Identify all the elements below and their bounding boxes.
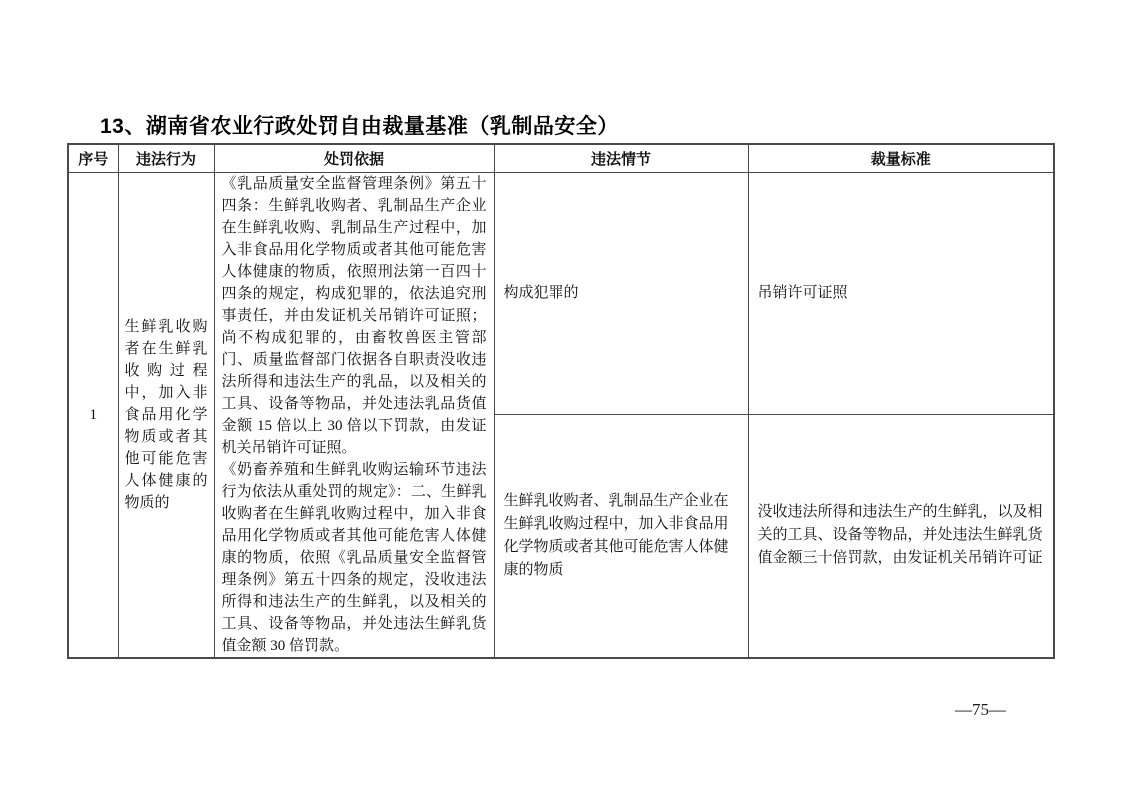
table-row xyxy=(68,173,1054,415)
page-title: 13、湖南省农业行政处罚自由裁量基准（乳制品安全） xyxy=(100,115,619,138)
header-circumstance: 违法情节 xyxy=(494,144,748,173)
cell-standard-2: 没收违法所得和违法生产的生鲜乳，以及相关的工具、设备等物品，并处违法生鲜乳货值金额三十倍罚款，由发证机关吊销许可证 xyxy=(748,414,1054,658)
penalty-table xyxy=(67,143,1055,659)
header-index: 序号 xyxy=(68,144,118,173)
cell-circumstance-2: 生鲜乳收购者、乳制品生产企业在生鲜乳收购过程中，加入非食品用化学物质或者其他可能危害人体健康的物质 xyxy=(494,414,748,658)
table-header-row xyxy=(68,144,1054,173)
cell-row-index: 1 xyxy=(68,173,118,659)
header-standard: 裁量标准 xyxy=(748,144,1054,173)
cell-standard-1: 吊销许可证照 xyxy=(748,173,1054,415)
cell-illegal-act: 生鲜乳收购者在生鲜乳收购过程中，加入非食品用化学物质或者其他可能危害人体健康的物质的 xyxy=(118,173,214,659)
cell-circumstance-1: 构成犯罪的 xyxy=(494,173,748,415)
penalty-basis-paragraph-1: 《乳品质量安全监督管理条例》第五十四条：生鲜乳收购者、乳制品生产企业在生鲜乳收购、乳制品生产过程中，加入非食品用化学物质或者其他可能危害人体健康的物质，依照刑法第一百四十四条的规定，构成犯罪的，依法追究刑事责任，并由发证机关吊销许可证照；尚不构成犯罪的，由畜牧兽医主管部门、质量监督部门依据各自职责没收违法所得和违法生产的乳品，以及相关的工具、设备等物品，并处违法乳品货值金额 15 倍以上 30 倍以下罚款，由发证机关吊销许可证照。 xyxy=(221,176,487,456)
page-number: —75— xyxy=(955,700,1006,719)
header-illegal-act: 违法行为 xyxy=(118,144,214,173)
penalty-basis-paragraph-2: 《奶畜养殖和生鲜乳收购运输环节违法行为依法从重处罚的规定》：二、生鲜乳收购者在生鲜乳收购过程中，加入非食品用化学物质或者其他可能危害人体健康的物质，依照《乳品质量安全监督管理条例》第五十四条的规定，没收违法所得和违法生产的生鲜乳，以及相关的工具、设备等物品，并处违法生鲜乳货值金额 30 倍罚款。 xyxy=(221,462,487,654)
cell-penalty-basis xyxy=(214,173,494,659)
header-penalty-basis: 处罚依据 xyxy=(214,144,494,173)
